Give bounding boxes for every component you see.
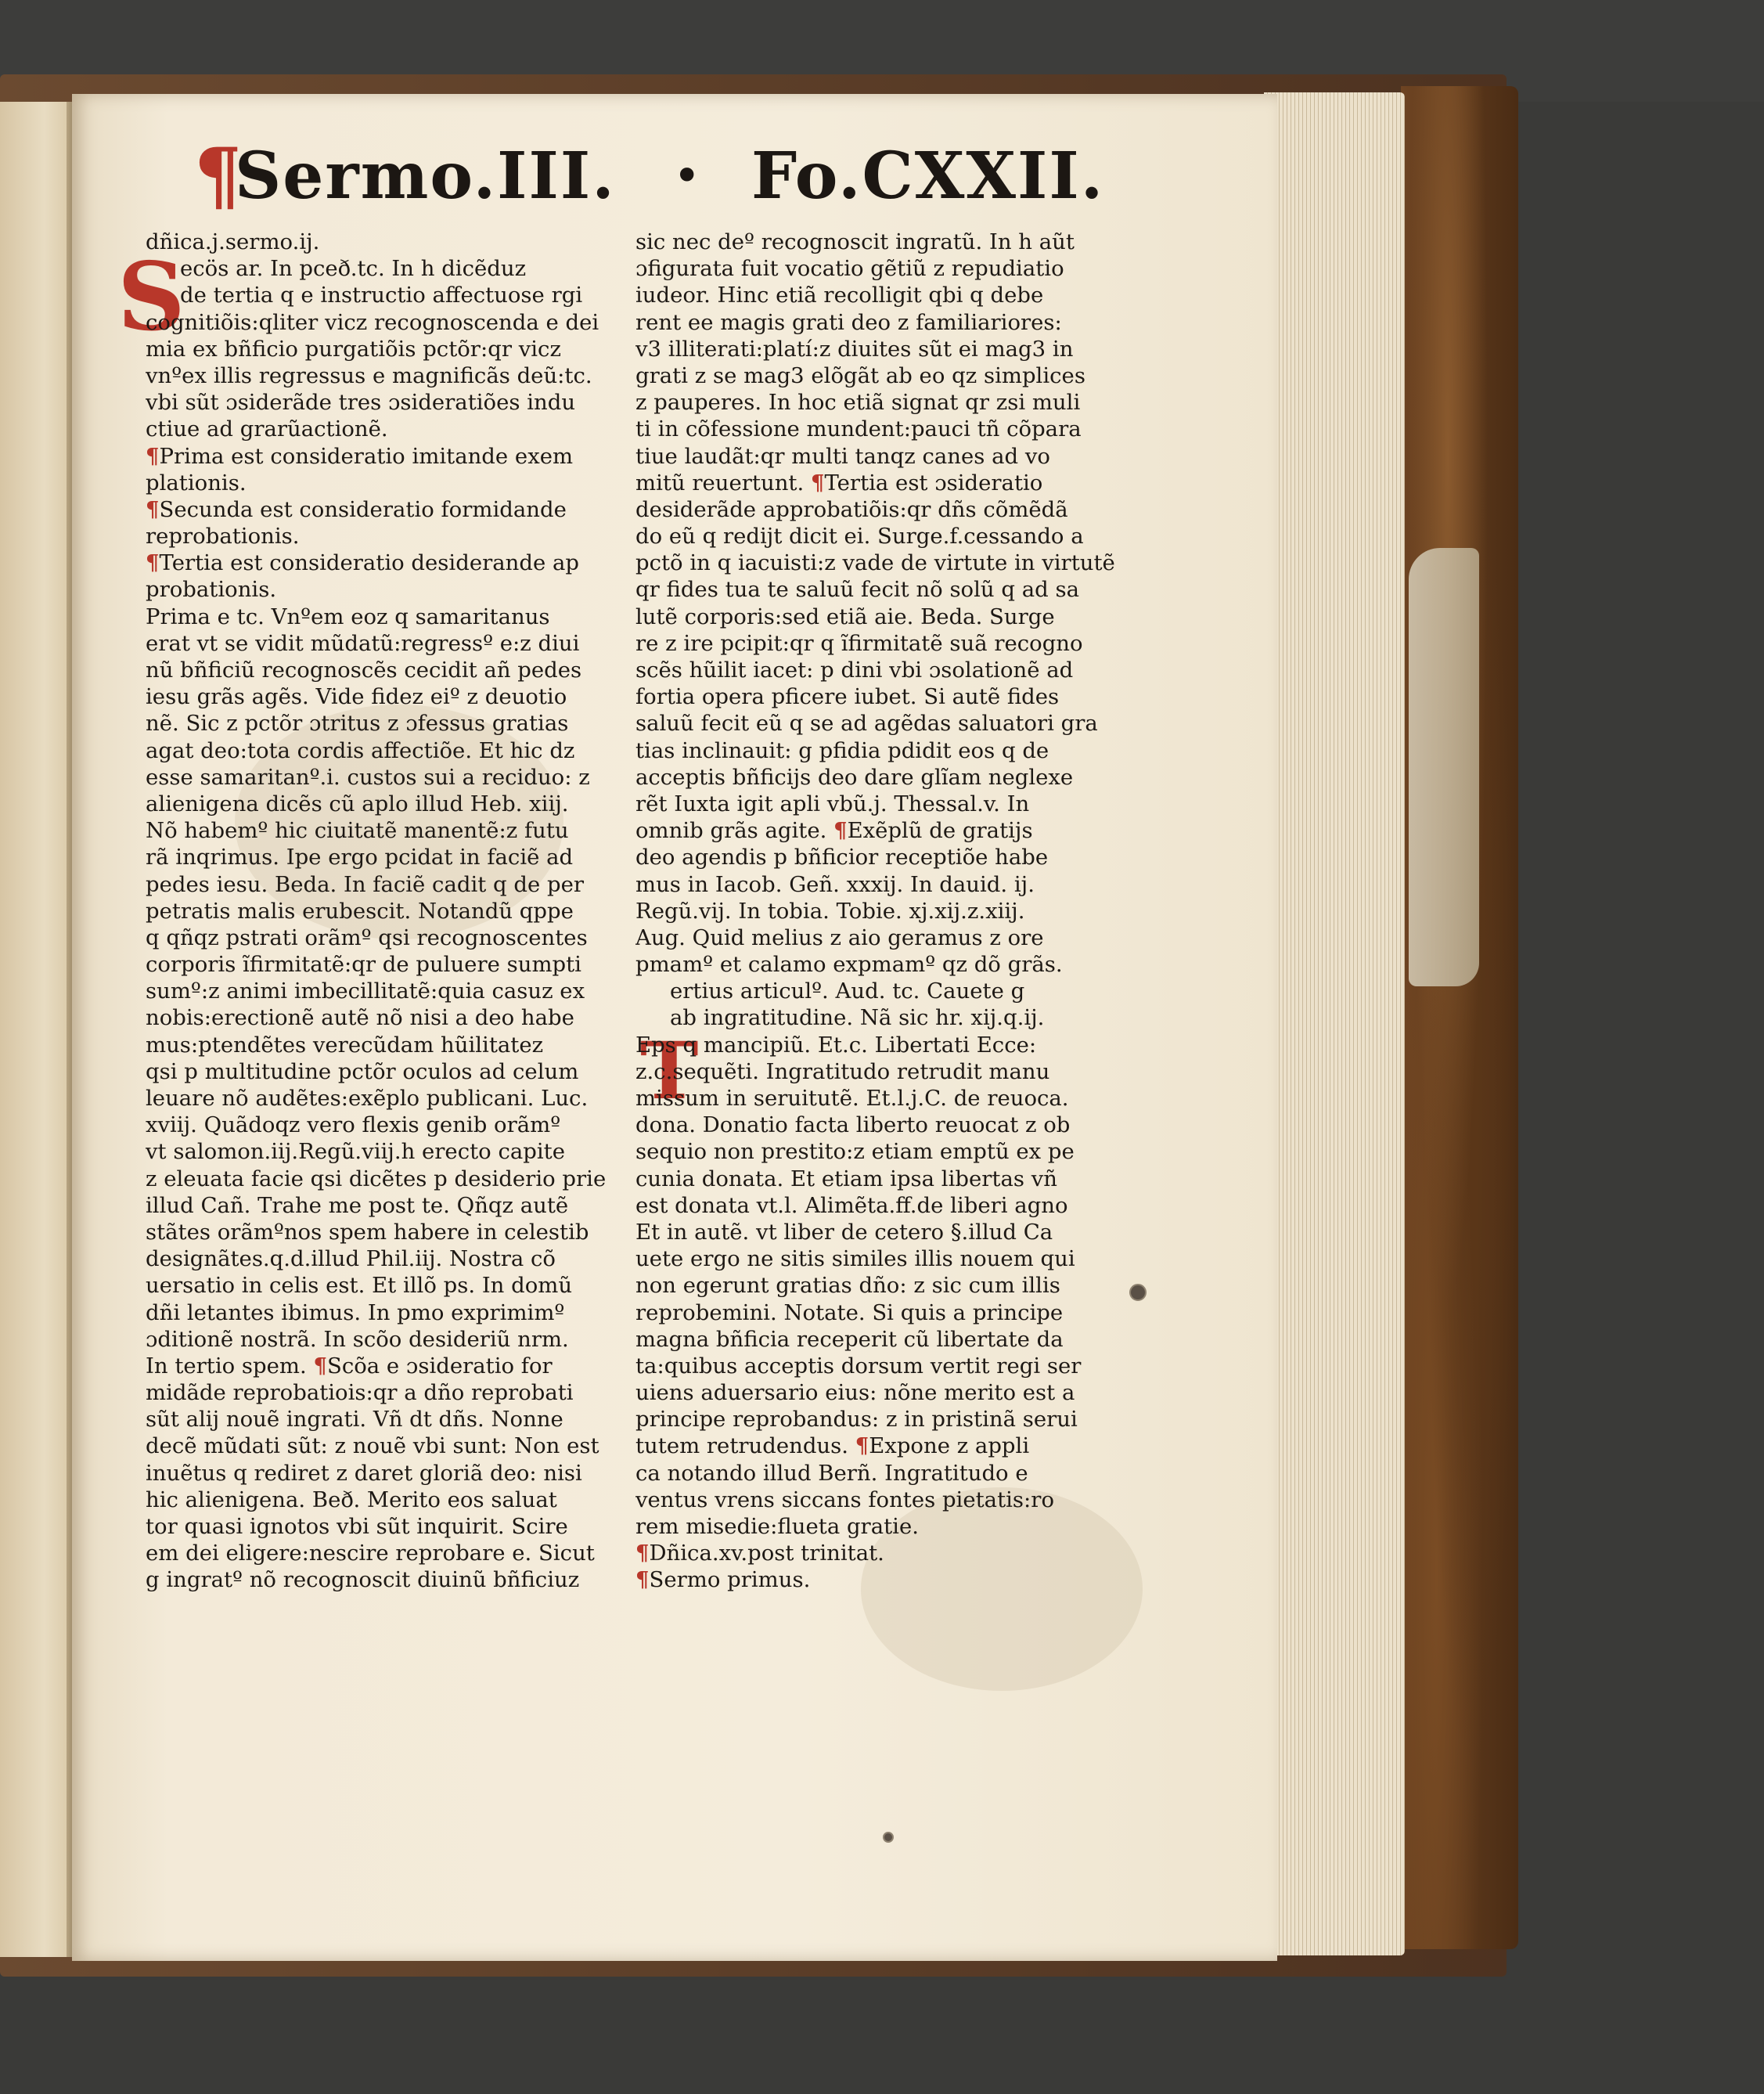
text-line: dñi letantes ibimus. In pmo exprimimº — [146, 1299, 565, 1325]
text-line: designãtes.q.d.illud Phil.iij. Nostra cõ — [146, 1246, 556, 1272]
text-line: nũ bñficiũ recognoscẽs cecidit añ pedes — [146, 658, 582, 683]
running-title: Sermo.III. — [235, 139, 616, 214]
text-line: v3 illiterati:platí:z diuites sũt ei mag3 in — [635, 336, 1074, 362]
text-line: midãde reprobatiois:qr a dño reprobati — [146, 1380, 574, 1406]
text-line: non egerunt gratias dño: z sic cum illis — [635, 1273, 1060, 1299]
text-line: ca notando illud Berñ. Ingratitudo e — [635, 1460, 1028, 1486]
text-line: uiens aduersario eius: nõne merito est a — [635, 1380, 1075, 1406]
text-line: qsi p multitudine pctõr oculos ad celum — [146, 1058, 579, 1084]
text-line: vt salomon.iij.Regũ.viij.h erecto capite — [146, 1139, 565, 1165]
text-line: nobis:erectionẽ autẽ nõ nisi a deo habe — [146, 1005, 574, 1031]
text-line: Et in autẽ. vt liber de cetero §.illud Ca — [635, 1219, 1053, 1245]
text-line: mitũ reuertunt. ¶Tertia est ɔsideratio — [635, 470, 1043, 496]
text-line: In tertio spem. ¶Scõa e ɔsideratio for — [146, 1353, 553, 1379]
text-line: sequio non prestito:z etiam emptũ ex pe — [635, 1139, 1075, 1165]
text-line: erat vt se vidit mũdatũ:regressº e:z diui — [146, 630, 580, 656]
text-line: mia ex bñficio purgatiõis pctõr:qr vicz — [146, 336, 561, 362]
text-line: ɔditionẽ nostrã. In scõo desideriũ nrm. — [146, 1326, 569, 1352]
text-line: ctiue ad grarũactionẽ. — [146, 416, 388, 442]
text-line: iudeor. Hinc etiã recolligit qbi q debe — [635, 283, 1044, 308]
text-line: petratis malis erubescit. Notandũ qppe — [146, 898, 574, 924]
rubric-pilcrow: ¶ — [146, 443, 160, 469]
text-line: uersatio in celis est. Et illõ ps. In domũ — [146, 1273, 573, 1299]
rubricated-initial-s: S — [117, 242, 185, 352]
text-line: acceptis bñficijs deo dare glĩam neglexe — [635, 764, 1074, 790]
text-line: grati z se mag3 elõgãt ab eo qz simplices — [635, 362, 1085, 388]
text-line: missum in seruitutẽ. Et.l.j.C. de reuoca. — [635, 1086, 1069, 1111]
text-line: z.c.sequẽti. Ingratitudo retrudit manu — [635, 1058, 1050, 1084]
text-line: ventus vrens siccans fontes pietatis:ro — [635, 1487, 1055, 1512]
text-line: vnºex illis regressus e magnificãs deũ:tc. — [146, 362, 592, 388]
text-line: stãtes orãmºnos spem habere in celestib — [146, 1219, 589, 1245]
text-line: pedes iesu. Beda. In faciẽ cadit q de per — [146, 871, 585, 897]
text-line: de tertia q e instructio affectuose rgi — [180, 283, 583, 308]
text-line: tias inclinauit: g pfidia pdidit eos q de — [635, 737, 1049, 763]
text-line: est donata vt.l. Alimẽta.ff.de liberi agno — [635, 1192, 1068, 1218]
text-line: qr fides tua te saluũ fecit nõ solũ q ad sa — [635, 577, 1079, 603]
text-line: dona. Donatio facta liberto reuocat z ob — [635, 1112, 1071, 1138]
text-line: re z ire pcipit:qr q ĩfirmitatẽ suã recogno — [635, 630, 1083, 656]
text-line: fortia opera pficere iubet. Si autẽ fides — [635, 684, 1060, 710]
text-line: inuẽtus q rediret z daret gloriã deo: nisi — [146, 1460, 582, 1486]
rubric-pilcrow: ¶ — [146, 550, 160, 576]
rubric-pilcrow: ¶ — [313, 1353, 327, 1379]
text-line: ta:quibus acceptis dorsum vertit regi ser — [635, 1353, 1082, 1379]
text-line: sumº:z animi imbecillitatẽ:quia casuz ex — [146, 979, 585, 1004]
text-line: em dei eligere:nescire reprobare e. Sicut — [146, 1541, 595, 1566]
text-line: hic alienigena. Beð. Merito eos saluat — [146, 1487, 557, 1512]
text-line: nẽ. Sic z pctõr ɔtritus z ɔfessus gratias — [146, 711, 569, 737]
text-line: omnib grãs agite. ¶Exẽplũ de gratijs — [635, 818, 1033, 844]
running-head — [110, 133, 1127, 219]
text-line: deo agendis p bñficior receptiõe habe — [635, 845, 1049, 870]
text-line: tutem retrudendus. ¶Expone z appli — [635, 1433, 1030, 1459]
text-line: saluũ fecit eũ q se ad agẽdas saluatori gra — [635, 711, 1098, 737]
text-line: dñica.j.sermo.ij. — [146, 229, 320, 254]
text-line: rã inqrimus. Ipe ergo pcidat in faciẽ ad — [146, 845, 574, 870]
text-line: esse samaritanº.i. custos sui a reciduo: z — [146, 764, 590, 790]
text-line: Aug. Quid melius z aio geramus z ore — [635, 924, 1044, 950]
text-line: desiderãde approbatiõis:qr dñs cõmẽdã — [635, 496, 1068, 522]
rubric-pilcrow: ¶ — [855, 1433, 869, 1459]
text-line: alienigena dicẽs cũ aplo illud Heb. xiij. — [146, 791, 569, 816]
rubric-pilcrow: ¶ — [194, 132, 243, 220]
text-line: uete ergo ne sitis similes illis nouem qui — [635, 1246, 1075, 1272]
text-line: Nõ habemº hic ciuitatẽ manentẽ:z futu — [146, 818, 569, 844]
text-line: probationis. — [146, 577, 277, 603]
text-line: ¶Secunda est consideratio formidande — [146, 496, 567, 522]
rubric-pilcrow: ¶ — [810, 470, 825, 496]
text-line: scẽs hũilit iacet: p dini vbi ɔsolationẽ ad — [635, 658, 1074, 683]
text-line: q qñqz pstrati orãmº qsi recognoscentes — [146, 924, 588, 950]
text-line: tiue laudãt:qr multi tanqz canes ad vo — [635, 443, 1050, 469]
text-column-right — [635, 229, 1124, 1594]
text-line: pmamº et calamo expmamº qz dõ grãs. — [635, 952, 1063, 978]
wormhole — [883, 1832, 894, 1843]
text-line: mus in Iacob. Geñ. xxxij. In dauid. ij. — [635, 871, 1035, 897]
text-line: rem misedie:flueta gratie. — [635, 1514, 919, 1539]
text-line: agat deo:tota cordis affectiõe. Et hic dz — [146, 737, 575, 763]
rubric-pilcrow: ¶ — [146, 496, 160, 522]
text-line: rẽt Iuxta igit apli vbũ.j. Thessal.v. In — [635, 791, 1030, 816]
text-line: plationis. — [146, 470, 247, 496]
text-line: g ingratº nõ recognoscit diuinũ bñficiuz — [146, 1567, 580, 1593]
facing-page-edge — [0, 102, 74, 1957]
text-line: mus:ptendẽtes verecũdam hũilitatez — [146, 1032, 544, 1058]
text-line: leuare nõ audẽtes:exẽplo publicani. Luc. — [146, 1086, 589, 1111]
rubric-pilcrow: ¶ — [635, 1541, 650, 1566]
marbled-board — [1401, 86, 1518, 1949]
text-line: ¶Tertia est consideratio desiderande ap — [146, 550, 579, 576]
text-line: ertius articulº. Aud. tc. Cauete g — [670, 979, 1025, 1004]
text-line: cunia donata. Et etiam ipsa libertas vñ — [635, 1166, 1057, 1191]
text-line: xviij. Quãdoqz vero flexis genib orãmº — [146, 1112, 561, 1138]
rubric-pilcrow: ¶ — [833, 818, 848, 844]
text-line: ¶Sermo primus. — [635, 1567, 811, 1593]
text-line: ecös ar. In pceð.tc. In h dicẽduz — [180, 256, 527, 282]
text-line: pctõ in q iacuisti:z vade de virtute in virtutẽ — [635, 550, 1115, 576]
text-line: Prima e tc. Vnºem eoz q samaritanus — [146, 604, 550, 629]
text-line: iesu grãs agẽs. Vide fidez eiº z deuotio — [146, 684, 567, 710]
text-line: Regũ.vij. In tobia. Tobie. xj.xij.z.xiij. — [635, 898, 1025, 924]
text-column-left — [146, 229, 623, 1594]
rubric-pilcrow: ¶ — [635, 1567, 650, 1593]
wormhole — [1129, 1284, 1147, 1301]
text-line: corporis ĩfirmitatẽ:qr de puluere sumpti — [146, 952, 581, 978]
text-line: cognitiõis:qliter vicz recognoscenda e dei — [146, 309, 599, 335]
rubricated-initial-t: T — [640, 1025, 699, 1117]
board-damage — [1409, 548, 1479, 986]
text-line: do eũ q redijt dicit ei. Surge.f.cessando a — [635, 524, 1084, 550]
text-line: lutẽ corporis:sed etiã aie. Beda. Surge — [635, 604, 1055, 629]
text-line: sũt alij nouẽ ingrati. Vñ dt dñs. Nonne — [146, 1407, 563, 1433]
text-line: ɔfigurata fuit vocatio gẽtiũ z repudiatio — [635, 256, 1064, 282]
text-line: Eps q mancipiũ. Et.c. Libertati Ecce: — [635, 1032, 1037, 1058]
text-line: vbi sũt ɔsiderãde tres ɔsideratiões indu — [146, 390, 576, 416]
text-line: reprobemini. Notate. Si quis a principe — [635, 1299, 1064, 1325]
text-line: ti in cõfessione mundent:pauci tñ cõpara — [635, 416, 1082, 442]
text-line: illud Cañ. Trahe me post te. Qñqz autẽ — [146, 1192, 569, 1218]
text-line: z eleuata facie qsi dicẽtes p desiderio prie — [146, 1166, 607, 1191]
text-line: decẽ mũdati sũt: z nouẽ vbi sunt: Non est — [146, 1433, 599, 1459]
text-line: ab ingratitudine. Nã sic hr. xij.q.ij. — [670, 1005, 1045, 1031]
text-line: rent ee magis grati deo z familiariores: — [635, 309, 1062, 335]
text-line: magna bñficia receperit cũ libertate da — [635, 1326, 1064, 1352]
text-line: tor quasi ignotos vbi sũt inquirit. Scire — [146, 1514, 568, 1539]
text-line: reprobationis. — [146, 524, 300, 550]
text-line: z pauperes. In hoc etiã signat qr zsi muli — [635, 390, 1081, 416]
text-line: ¶Prima est consideratio imitande exem — [146, 443, 574, 469]
text-line: ¶Dñica.xv.post trinitat. — [635, 1541, 884, 1566]
text-line: principe reprobandus: z in pristinã serui — [635, 1407, 1078, 1433]
head-separator: • — [673, 149, 701, 204]
text-line: sic nec deº recognoscit ingratũ. In h aũt — [635, 229, 1075, 254]
folio-number: Fo.CXXII. — [751, 139, 1105, 214]
page-block-edges — [1264, 92, 1405, 1955]
